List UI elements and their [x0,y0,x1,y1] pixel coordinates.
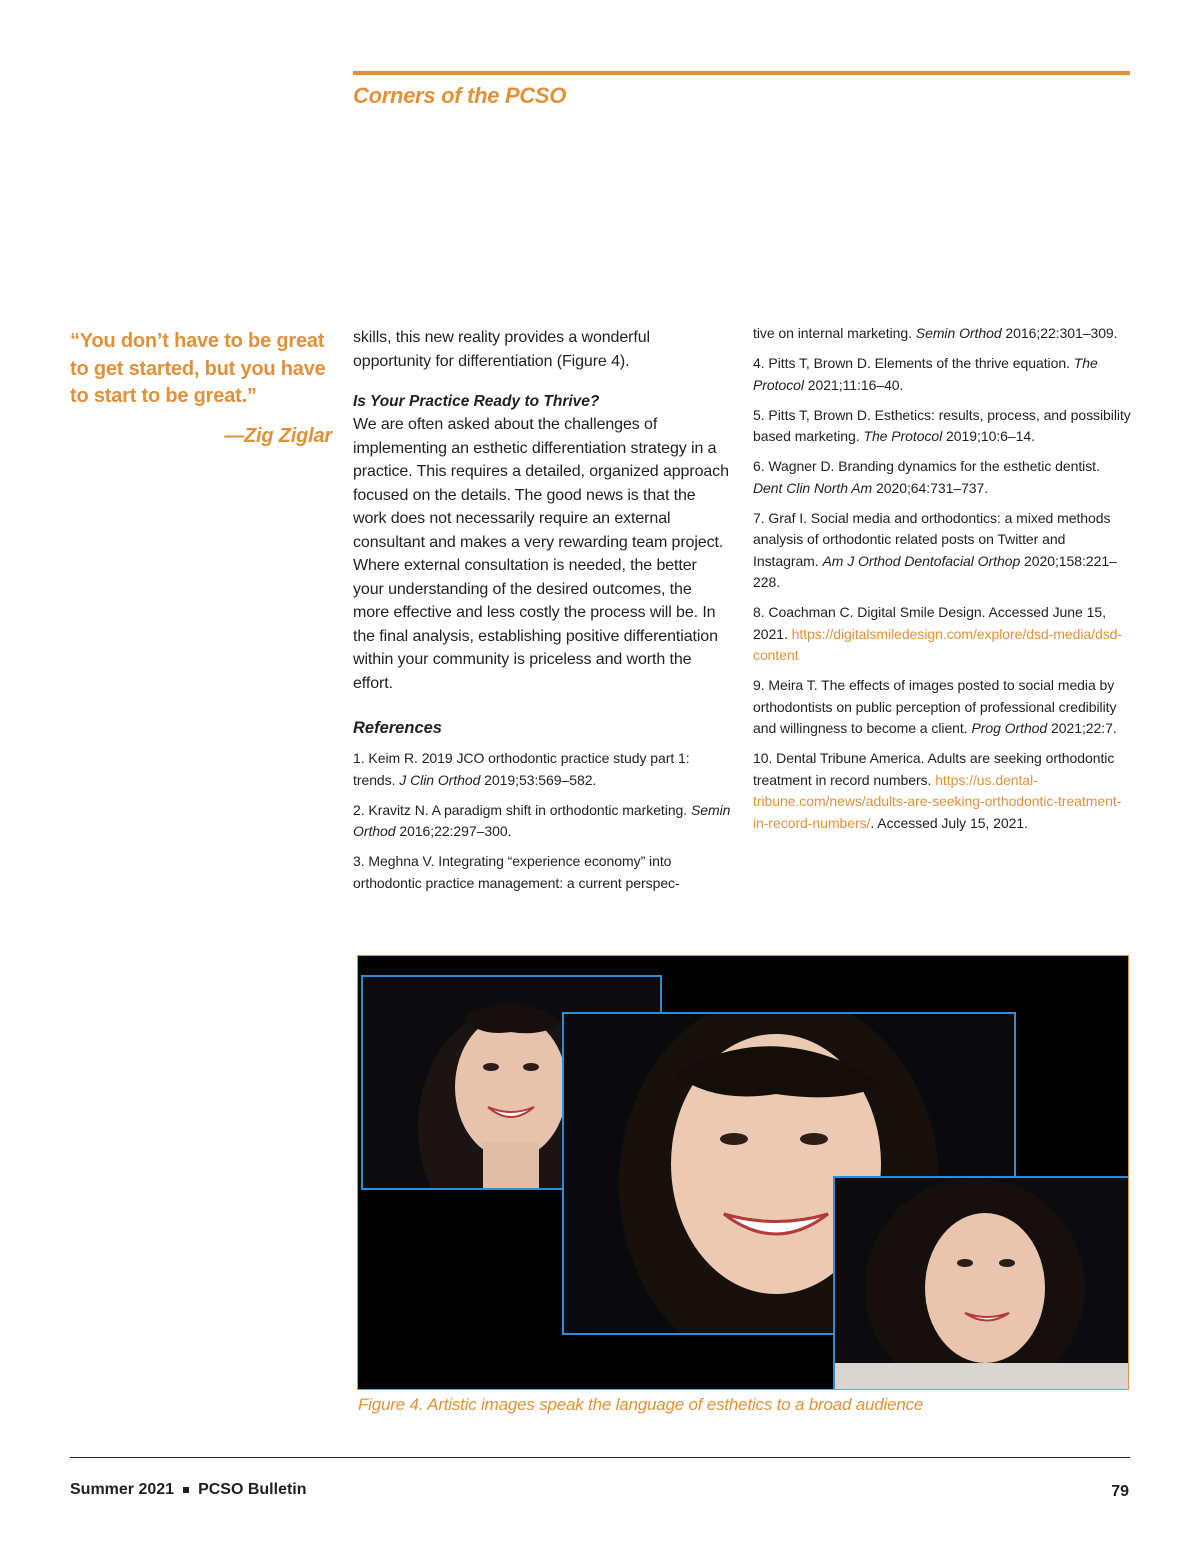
reference-item: 3. Meghna V. Integrating “experience economy” into orthodontic practice management: a current perspec- [353,853,680,891]
reference-item: 5. Pitts T, Brown D. Esthetics: results, process, and possibility based marketing. The Protocol 2019;10:6–14. [753,406,1131,444]
reference-journal: Prog Orthod [971,720,1048,736]
reference-link[interactable]: https://digitalsmiledesign.com/explore/dsd-media/dsd-content [753,625,1123,663]
reference-link[interactable]: https://us.dental-tribune.com/news/adults-are-seeking-orthodontic-treatment-in-record-numbers/ [753,771,1122,831]
reference-item: 7. Graf I. Social media and orthodontics: a mixed methods analysis of orthodontic related posts on Twitter and Instagram. Am J Orthod Dentofacial Orthop 2020;158:221–228. [753,509,1117,590]
figure-4 [357,955,1129,1390]
footer-issue-date: Summer 2021 [70,1481,175,1498]
reference-journal: The Protocol [863,428,943,444]
reference-journal: Am J Orthod Dentofacial Orthop [822,552,1021,569]
article-column-middle [353,326,731,903]
reference-journal: Semin Orthod [353,801,731,839]
reference-item: 8. Coachman C. Digital Smile Design. Accessed June 15, 2021. https://digitalsmiledesign.com/explore/dsd-media/dsd-content [753,604,1123,663]
article-paragraph-1: skills, this new reality provides a wonderful opportunity for differentiation (Figure 4). [353,329,650,370]
article-subhead: Is Your Practice Ready to Thrive? [353,393,600,410]
header-rule [353,71,1130,75]
page-number: 79 [1111,1483,1129,1500]
reference-journal: J Clin Orthod [399,771,481,788]
footer-publication: PCSO Bulletin [198,1481,307,1498]
article-column-right [753,323,1133,843]
reference-item: 1. Keim R. 2019 JCO orthodontic practice study part 1: trends. J Clin Orthod 2019;53:569–582. [353,750,690,788]
references-list-middle [353,748,731,894]
reference-journal: Dent Clin North Am [753,479,873,496]
pull-quote-attribution: —Zig Ziglar [224,424,332,447]
figure-caption: Figure 4. Artistic images speak the language of esthetics to a broad audience [358,1395,924,1414]
reference-journal: Semin Orthod [915,325,1002,341]
reference-item: tive on internal marketing. Semin Orthod 2016;22:301–309. [753,325,1118,341]
pull-quote-text: “You don’t have to be great to get started, but you have to start to be great.” [70,330,326,407]
reference-item: 4. Pitts T, Brown D. Elements of the thrive equation. The Protocol 2021;11:16–40. [753,355,1098,393]
reference-item: 6. Wagner D. Branding dynamics for the esthetic dentist. Dent Clin North Am 2020;64:731–737. [753,458,1100,496]
reference-journal: The Protocol [753,355,1098,393]
references-list-right [753,323,1133,834]
reference-item: 2. Kravitz N. A paradigm shift in orthodontic marketing. Semin Orthod 2016;22:297–300. [353,801,731,839]
section-title: Corners of the PCSO [353,83,567,108]
square-bullet-icon [183,1487,189,1493]
footer-issue [70,1481,307,1499]
footer-rule [70,1457,1130,1458]
portrait-photo-right [833,1176,1129,1390]
references-heading: References [353,719,442,737]
reference-item: 10. Dental Tribune America. Adults are seeking orthodontic treatment in record numbers. https://us.dental-tribune.com/news/adults-are-seeking-orthodontic-treatment-in-record-numbers/. Accessed July 15, 2021. [753,750,1122,831]
article-paragraph-2: We are often asked about the challenges of implementing an esthetic differentiation strategy in a practice. This requires a detailed, organized approach focused on the details. The good news is that the work does not necessarily require an external consultant and makes a very rewarding team project. Where external consultation is needed, the better your understanding of the desired outcomes, the more effective and less costly the process will be. In the final analysis, establishing positive differentiation within your community is priceless and worth the effort. [353,416,729,692]
reference-item: 9. Meira T. The effects of images posted to social media by orthodontists on public perception of professional credibility and willingness to become a client. Prog Orthod 2021;22:7. [753,677,1117,736]
pull-quote [70,328,332,450]
